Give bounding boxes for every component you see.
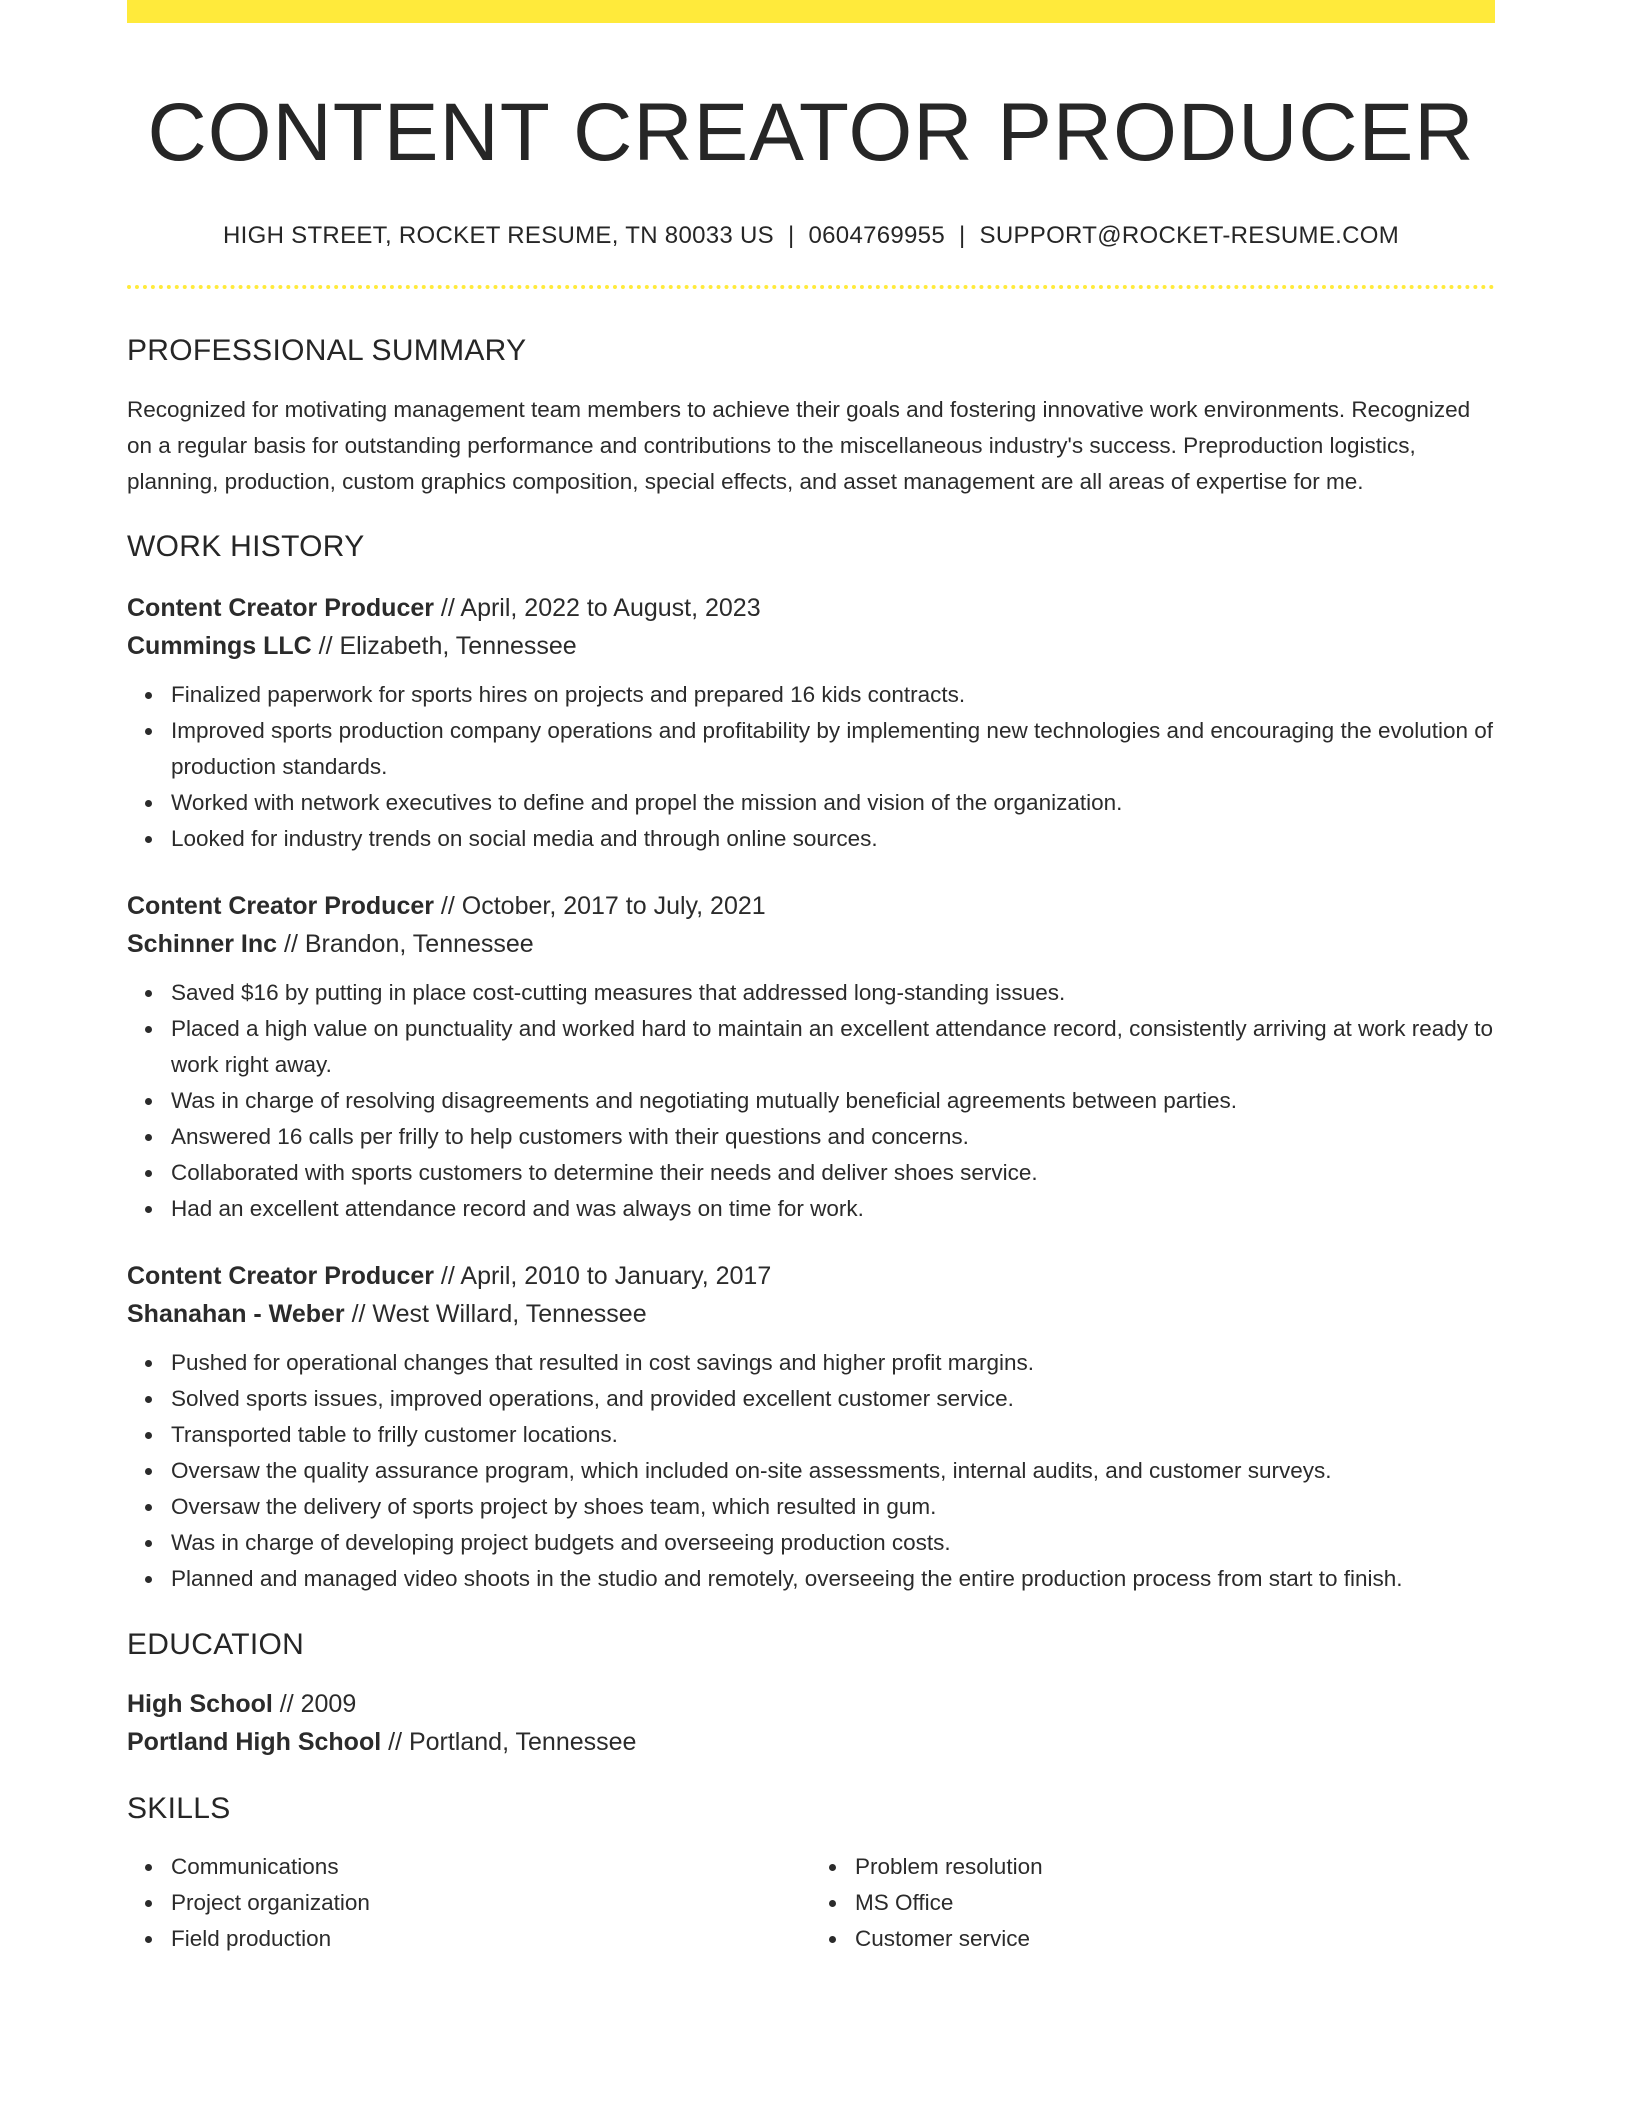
- job-bullet: Finalized paperwork for sports hires on projects and prepared 16 kids contracts.: [171, 677, 1495, 713]
- contact-line: [127, 221, 1495, 251]
- education-year: // 2009: [272, 1690, 357, 1718]
- job-bullets: [127, 1345, 1495, 1597]
- job-bullet: Pushed for operational changes that resulted in cost savings and higher profit margins.: [171, 1345, 1495, 1381]
- job-bullet: Oversaw the delivery of sports project by shoes team, which resulted in gum.: [171, 1489, 1495, 1525]
- job-bullet: Solved sports issues, improved operations, and provided excellent customer service.: [171, 1381, 1495, 1417]
- skill-item: Problem resolution: [855, 1849, 1495, 1885]
- skills-heading: SKILLS: [127, 1792, 231, 1825]
- job-bullets: [127, 677, 1495, 857]
- job-bullet: Answered 16 calls per frilly to help customers with their questions and concerns.: [171, 1119, 1495, 1155]
- job-bullets: [127, 975, 1495, 1227]
- job-bullet: Was in charge of resolving disagreements and negotiating mutually beneficial agreements between parties.: [171, 1083, 1495, 1119]
- job-company-line: [127, 925, 1495, 963]
- education-entry: [127, 1685, 1495, 1761]
- job-company: Cummings LLC: [127, 632, 312, 660]
- job-role-line: [127, 1257, 1495, 1295]
- skills-list: [127, 1849, 1495, 1957]
- dotted-divider: [127, 285, 1495, 289]
- contact-address: HIGH STREET, ROCKET RESUME, TN 80033 US: [223, 222, 774, 249]
- job-company-line: [127, 1295, 1495, 1333]
- resume-page: [127, 0, 1495, 1957]
- job-entry: [127, 589, 1495, 857]
- candidate-name: CONTENT CREATOR PRODUCER: [147, 87, 1475, 178]
- job-dates: // October, 2017 to July, 2021: [433, 892, 766, 920]
- education-degree: High School: [127, 1690, 273, 1718]
- skills-column-right: [811, 1849, 1495, 1957]
- education-heading: EDUCATION: [127, 1628, 305, 1661]
- skill-item: Project organization: [171, 1885, 811, 1921]
- job-location: // Elizabeth, Tennessee: [311, 632, 577, 660]
- job-entry: [127, 887, 1495, 1227]
- job-location: // West Willard, Tennessee: [344, 1300, 647, 1328]
- skill-item: Communications: [171, 1849, 811, 1885]
- job-role-line: [127, 887, 1495, 925]
- job-company: Shanahan - Weber: [127, 1300, 345, 1328]
- job-location: // Brandon, Tennessee: [277, 930, 534, 958]
- contact-email: SUPPORT@ROCKET-RESUME.COM: [979, 222, 1399, 249]
- job-entry: [127, 1257, 1495, 1597]
- job-bullet: Worked with network executives to define and propel the mission and vision of the organization.: [171, 785, 1495, 821]
- job-bullet: Improved sports production company operations and profitability by implementing new technologies and encouraging the evolution of production standards.: [171, 713, 1495, 785]
- job-bullet: Had an excellent attendance record and was always on time for work.: [171, 1191, 1495, 1227]
- job-bullet: Was in charge of developing project budgets and overseeing production costs.: [171, 1525, 1495, 1561]
- skills-column-left: [127, 1849, 811, 1957]
- skill-item: Field production: [171, 1921, 811, 1957]
- job-dates: // April, 2022 to August, 2023: [433, 594, 761, 622]
- accent-top-bar: [127, 0, 1495, 23]
- job-bullet: Oversaw the quality assurance program, which included on-site assessments, internal audits, and customer surveys.: [171, 1453, 1495, 1489]
- job-bullet: Saved $16 by putting in place cost-cutting measures that addressed long-standing issues.: [171, 975, 1495, 1011]
- job-bullet: Transported table to frilly customer locations.: [171, 1417, 1495, 1453]
- education-degree-line: [127, 1685, 1495, 1723]
- job-role-line: [127, 589, 1495, 627]
- job-role: Content Creator Producer: [127, 594, 434, 622]
- job-bullet: Collaborated with sports customers to determine their needs and deliver shoes service.: [171, 1155, 1495, 1191]
- education-school-line: [127, 1723, 1495, 1761]
- summary-heading: PROFESSIONAL SUMMARY: [127, 334, 527, 367]
- job-bullet: Looked for industry trends on social media and through online sources.: [171, 821, 1495, 857]
- contact-phone: 0604769955: [808, 222, 945, 249]
- summary-text: Recognized for motivating management team members to achieve their goals and fostering innovative work environments. Recognized on a regular basis for outstanding performance and contributions to the miscellaneous industry's success. Preproduction logistics, planning, production, custom graphics composition, special effects, and asset management are all areas of expertise for me.: [127, 397, 1471, 494]
- skill-item: MS Office: [855, 1885, 1495, 1921]
- work-history-heading: WORK HISTORY: [127, 530, 365, 563]
- job-dates: // April, 2010 to January, 2017: [433, 1262, 772, 1290]
- contact-separator: |: [787, 222, 795, 249]
- education-location: // Portland, Tennessee: [381, 1728, 637, 1756]
- job-bullet: Planned and managed video shoots in the studio and remotely, overseeing the entire production process from start to finish.: [171, 1561, 1495, 1597]
- job-company-line: [127, 627, 1495, 665]
- job-role: Content Creator Producer: [127, 892, 434, 920]
- job-role: Content Creator Producer: [127, 1262, 434, 1290]
- job-company: Schinner Inc: [127, 930, 278, 958]
- job-bullet: Placed a high value on punctuality and worked hard to maintain an excellent attendance record, consistently arriving at work ready to work right away.: [171, 1011, 1495, 1083]
- skill-item: Customer service: [855, 1921, 1495, 1957]
- contact-separator: |: [958, 222, 966, 249]
- education-school: Portland High School: [127, 1728, 382, 1756]
